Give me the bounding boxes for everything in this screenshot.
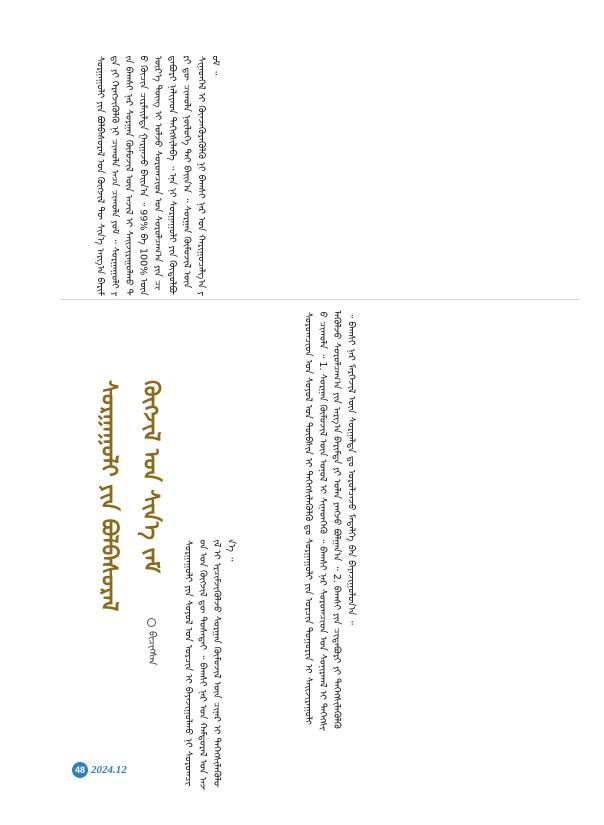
article-title-line-1: ᠰᠤᠷᠭᠠᠭᠤᠯᠢ ᠶᠢᠨ ᠪᠣᠯᠪᠠᠰᠤᠷᠠᠯ xyxy=(96,380,122,612)
issue-date: 2024.12 xyxy=(91,764,127,776)
body-text-lower-left: ᠰᠤᠷᠭᠠᠭᠤᠯᠢ ᠶᠢᠨ ᠰᠣᠶᠤᠯ ᠤᠨ ᠣᠷᠴᠢᠨ ᠢ ᠪᠠᠶᠠᠵᠢᠭᠤᠯᠬᠤ ᠨᠢ ᠰᠤᠷᠤᠭᠴᠢᠳ ᠤᠨ ᠬᠥᠭᠵᠢᠯ ᠳᠦ ᠲᠤᠰᠠᠲᠠᠢ ᠃ ᠪᠠᠭᠰᠢ ᠨᠠᠷ ᠤᠨ ᠬᠠᠮᠲᠤᠷᠠᠯ ᠤᠨ ᠠᠵᠢᠯ ᠢ ᠡᠷᠴᠢᠮᠵᠢᠭᠦᠯᠵᠦ ᠰᠤᠷᠭᠠᠨ ᠬᠦᠮᠦᠵᠢᠯ ᠦᠨ ᠴᠢᠨᠠᠷ ᠢ ᠳᠡᠭᠡᠭᠰᠢᠯᠡᠭᠦᠯᠦᠨ᠎ᠡ ᠃ xyxy=(182,540,237,790)
body-text-upper: ᠰᠤᠷᠭᠠᠭᠤᠯᠢ ᠶᠢᠨ ᠪᠣᠯᠪᠠᠰᠤᠷᠠᠯ ᠤᠨ ᠬᠥᠭᠵᠢᠯ ᠲᠦ ᠰᠢᠨ᠎ᠡ ᠠᠷᠭ᠎ᠠ ᠪᠠᠷᠢᠮᠲᠠ ᠶᠢ ᠬᠡᠷᠡᠭᠵᠢᠭᠦᠯᠬᠦ ᠨᠢ ᠴᠢᠬᠤᠯᠠ ᠠᠴᠠ ᠴᠢᠬᠤᠯᠠ ᠶᠤᠮ ᠃ ᠰᠤᠷᠭᠠᠭᠤᠯᠢ ᠶᠢᠨ ᠪᠠᠭᠰᠢ ᠨᠠᠷ ᠰᠤᠷᠭᠠᠨ ᠬᠦᠮᠦᠵᠢᠯ ᠦᠨ ᠠᠵᠢᠯ ᠢ ᠰᠠᠢᠵᠢᠷᠠᠭᠤᠯᠬᠤ ᠳᠤ ᠬᠦᠴᠢᠨ ᠴᠢᠷᠮᠠᠢᠯᠲᠠ ᠭᠠᠷᠭᠠᠵᠤ ᠪᠠᠢᠨ᠎ᠠ ᠃ 99% ᠪᠠ 100% ᠦᠨ ᠦᠷ᠎ᠡ ᠳᠦᠩ ᠢ ᠣᠯᠵᠤ ᠰᠤᠷᠤᠭᠴᠢᠳ ᠤᠨ ᠰᠤᠷᠤᠯᠴᠠᠭ᠎ᠠ ᠶᠢᠨ ᠴᠢᠳᠠᠪᠤᠷᠢ ᠨᠡᠯᠢᠶᠡᠳ ᠳᠡᠭᠡᠭᠰᠢᠯᠡᠪᠡ ᠃ ᠡᠨᠡ ᠨᠢ ᠰᠤᠷᠭᠠᠭᠤᠯᠢ ᠶᠢᠨ ᠬᠥᠲᠥᠯᠪᠦᠷᠢ ᠳᠦ ᠴᠢᠬᠤᠯᠠ ᠨᠥᠯᠥᠭᠡ ᠲᠡᠢ ᠪᠠᠢᠨ᠎ᠠ ᠃ ᠰᠤᠷᠭᠠᠨ ᠬᠦᠮᠦᠵᠢᠯ ᠦᠨ ᠰᠢᠨᠡᠳᠬᠡᠯ ᠢ ᠭᠦᠨᠵᠡᠭᠦᠷᠡᠭᠦᠯᠬᠦ ᠨᠢ ᠪᠠᠭᠰᠢ ᠨᠠᠷ ᠤᠨ ᠬᠠᠷᠢᠭᠤᠴᠠᠯᠭ᠎ᠠ ᠶᠤᠮ ᠃ xyxy=(94,56,221,299)
article-title-line-2: ᠬᠥᠭᠵᠢᠯ ᠤᠨ ᠱᠢᠨ᠎ᠡ ᠵᠠᠮ xyxy=(138,380,164,574)
page-folio xyxy=(72,762,127,778)
author-label: ᠪᠢᠴᠢᠭᠰᠡᠨ xyxy=(146,631,157,666)
section-divider xyxy=(60,299,580,300)
author-byline xyxy=(142,618,160,665)
article-title xyxy=(90,380,170,640)
body-text-lower-right: ᠰᠤᠷᠤᠭᠴᠢᠳ ᠤᠨ ᠰᠣᠶᠤᠯ ᠤᠨ ᠲᠦᠪᠰᠢᠨ ᠢ ᠳᠡᠭᠡᠭᠰᠢᠯᠡᠭᠦᠯᠬᠦ ᠳᠤ ᠰᠤᠷᠭᠠᠭᠤᠯᠢ ᠶᠢᠨ ᠣᠷᠴᠢᠨ ᠲᠣᠭᠣᠷᠢᠨ ᠢ ᠰᠠᠢᠵᠢᠷᠠᠭᠤᠯᠬᠤ ᠴᠢᠬᠤᠯᠠ ᠃ 1. ᠰᠤᠷᠭᠠᠨ ᠬᠦᠮᠦᠵᠢᠯ ᠦᠨ ᠣᠨᠣᠯ ᠢ ᠰᠢᠨᠡᠳᠬᠡᠬᠦ ᠃ ᠪᠠᠭᠰᠢ ᠨᠠᠷ ᠰᠤᠷᠤᠭᠴᠢᠳ ᠤᠨ ᠰᠣᠨᠢᠷᠬᠠᠯ ᠢ ᠳᠡᠭᠡᠭᠰᠢᠯᠡᠭᠦᠯᠵᠦ ᠰᠤᠷᠤᠯᠴᠠᠭ᠎ᠠ ᠶᠢᠨ ᠠᠷᠭ᠎ᠠ ᠪᠠᠷᠢᠮᠲᠠ ᠶᠢ ᠣᠯᠠᠨ ᠶᠠᠩᠵᠤ ᠪᠣᠯᠭᠠᠨ᠎ᠠ ᠃ 2. ᠪᠠᠭᠰᠢ ᠶᠢᠨ ᠴᠢᠳᠠᠪᠤᠷᠢ ᠶᠢ ᠳᠡᠭᠡᠭᠰᠢᠯᠡᠭᠦᠯᠬᠦ ᠃ ᠪᠠᠭᠰᠢ ᠨᠠᠷ ᠮᠡᠷᠭᠡᠵᠢᠯ ᠦᠨ ᠰᠤᠷᠭᠠᠯᠲᠠ ᠳᠤ ᠣᠷᠣᠯᠴᠠᠵᠤ ᠮᠡᠳᠡᠯᠭᠡ ᠪᠠᠨ ᠪᠠᠶᠠᠵᠢᠭᠤᠯᠤᠨ᠎ᠠ ᠃ xyxy=(302,312,357,732)
circle-icon xyxy=(147,618,156,627)
page-number-badge: 48 xyxy=(72,762,88,778)
